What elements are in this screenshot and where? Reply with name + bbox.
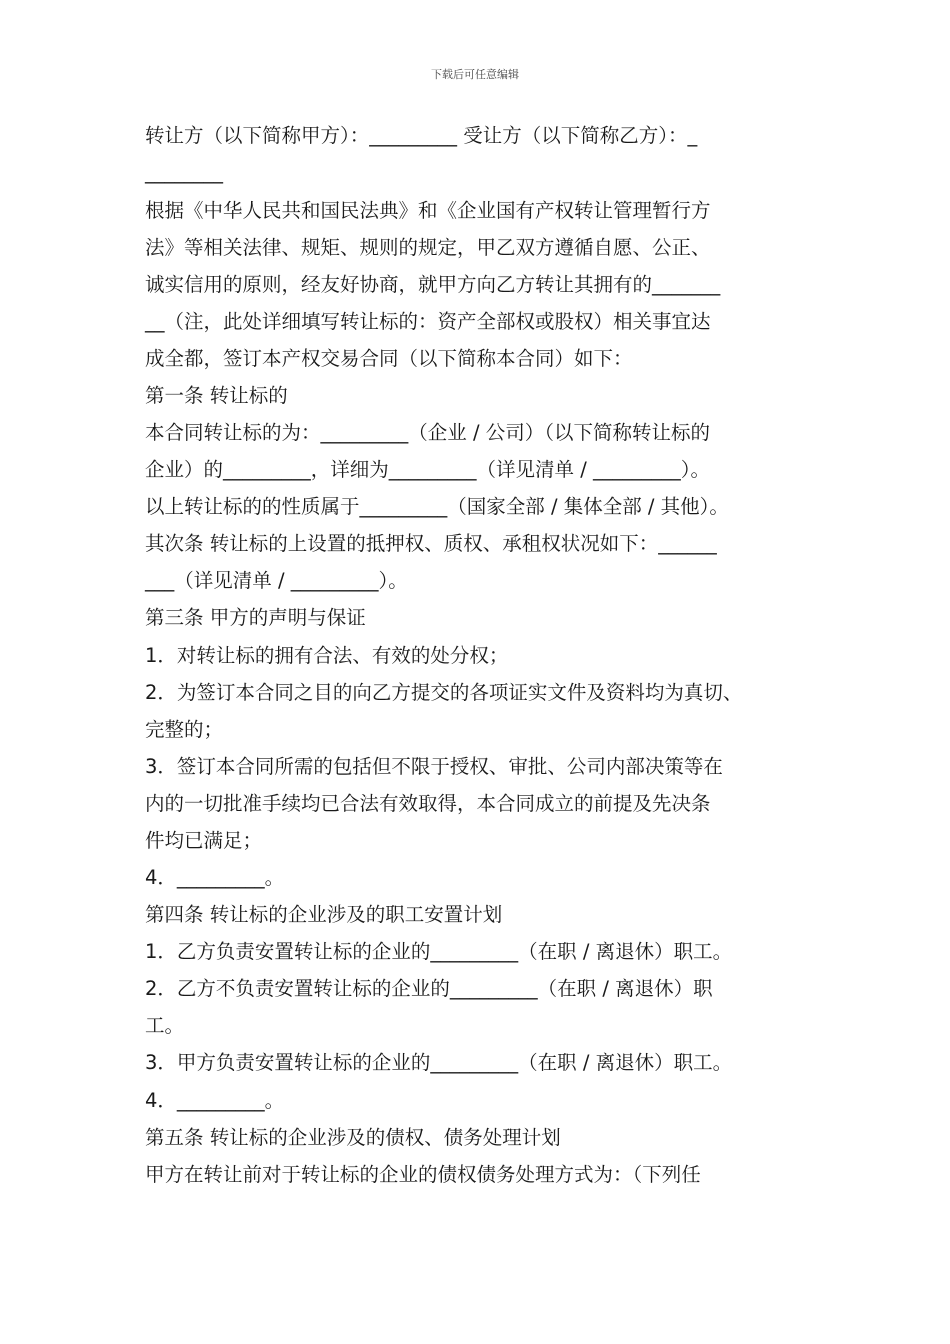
text-line: 成全都，签订本产权交易合同（以下简称本合同）如下： <box>145 347 633 370</box>
section-heading: 第四条 转让标的企业涉及的职工安置计划 <box>145 903 503 926</box>
text-line: 转让方（以下简称甲方）：_________ 受让方（以下简称乙方）：_ <box>145 124 698 147</box>
list-item: 3．甲方负责安置转让标的企业的_________（在职 / 离退休）职工。 <box>145 1051 733 1074</box>
text-line: 以上转让标的的性质属于_________（国家全部 / 集体全部 / 其他）。 <box>145 495 729 518</box>
text-line: ___（详见清单 / _________）。 <box>145 569 408 592</box>
list-item: 1．乙方负责安置转让标的企业的_________（在职 / 离退休）职工。 <box>145 940 733 963</box>
text-line: 法》等相关法律、规矩、规则的规定，甲乙双方遵循自愿、公正、 <box>145 236 711 259</box>
section-heading: 第一条 转让标的 <box>145 384 288 407</box>
text-line: 根据《中华人民共和国民法典》和《企业国有产权转让管理暂行方 <box>145 199 711 222</box>
text-line: 完整的； <box>145 718 224 741</box>
text-line: ________ <box>145 161 223 184</box>
text-line: 本合同转让标的为：_________（企业 / 公司）（以下简称转让标的 <box>145 421 710 444</box>
text-line: __（注，此处详细填写转让标的：资产全部权或股权）相关事宜达 <box>145 310 711 333</box>
page-header-note: 下载后可任意编辑 <box>431 68 519 81</box>
list-item: 2．乙方不负责安置转让标的企业的_________（在职 / 离退休）职 <box>145 977 713 1000</box>
text-line: 工。 <box>145 1014 185 1037</box>
list-item: 3．签订本合同所需的包括但不限于授权、审批、公司内部决策等在 <box>145 755 723 778</box>
section-heading: 第三条 甲方的声明与保证 <box>145 606 366 629</box>
text-line: 件均已满足； <box>145 829 263 852</box>
section-heading: 其次条 转让标的上设置的抵押权、质权、承租权状况如下：______ <box>145 532 717 555</box>
list-item: 2．为签订本合同之目的向乙方提交的各项证实文件及资料均为真切、 <box>145 681 743 704</box>
text-line: 企业）的_________，详细为_________（详见清单 / _________）。 <box>145 458 710 481</box>
section-heading: 第五条 转让标的企业涉及的债权、债务处理计划 <box>145 1126 561 1149</box>
list-item: 1．对转让标的拥有合法、有效的处分权； <box>145 644 509 667</box>
list-item: 4．_________。 <box>145 1089 285 1112</box>
text-line: 甲方在转让前对于转让标的企业的债权债务处理方式为：（下列任 <box>145 1163 701 1186</box>
text-line: 内的一切批准手续均已合法有效取得，本合同成立的前提及先决条 <box>145 792 711 815</box>
list-item: 4．_________。 <box>145 866 285 889</box>
text-line: 诚实信用的原则，经友好协商，就甲方向乙方转让其拥有的_______ <box>145 273 721 296</box>
